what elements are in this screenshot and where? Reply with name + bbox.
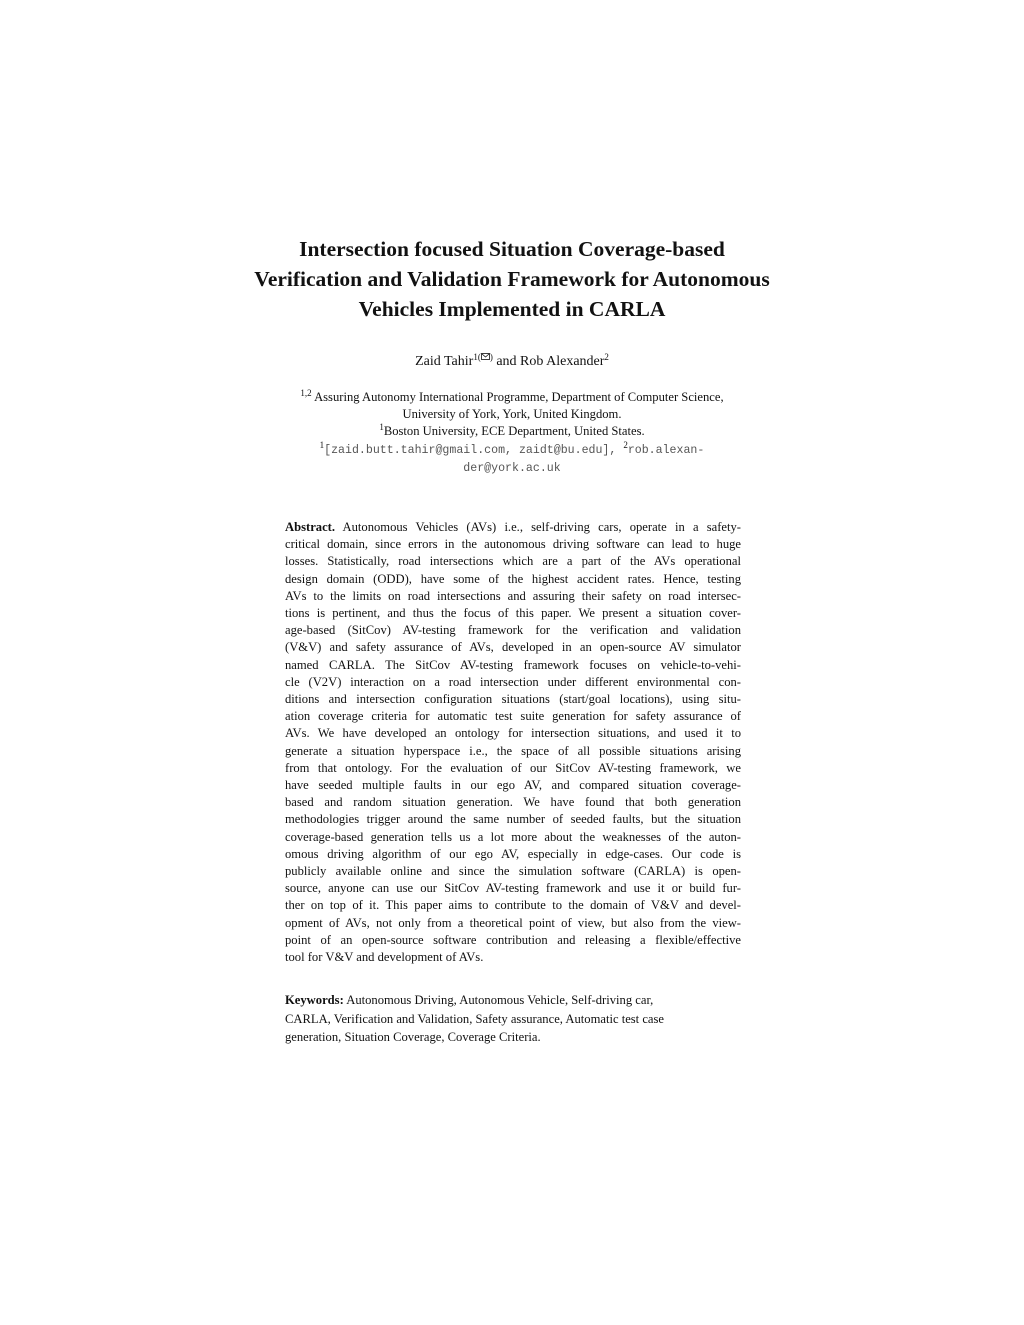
abstract-line: opment of AVs, not only from a theoretical point of view, but also from the view-	[285, 915, 741, 930]
affiliation-line-3: $^1$Boston University, ECE Department, United States.	[379, 422, 645, 439]
keywords-line: Keywords: Autonomous Driving, Autonomous Vehicle, Self-driving car,	[285, 993, 654, 1007]
keywords	[285, 991, 741, 1047]
abstract-line: generate a situation hyperspace i.e., the space of all possible situations arising	[285, 743, 741, 758]
abstract-line: ation coverage criteria for automatic test suite generation for safety assurance of	[285, 709, 741, 724]
abstract-line: Abstract. Autonomous Vehicles (AVs) i.e., self-driving cars, operate in a safety-	[285, 520, 741, 534]
abstract-line: AVs. We have developed an ontology for intersection situations, and used it to	[285, 726, 741, 741]
author-1-superscript: 1( )	[473, 352, 493, 362]
email-line-1: $^1$[zaid.butt.tahir@gmail.com, zaidt@bu.edu], $^2$rob.alexan-	[319, 439, 705, 457]
affiliations	[220, 389, 804, 477]
email-link-group[interactable]: [zaid.butt.tahir@gmail.com, zaidt@bu.edu],	[324, 443, 624, 457]
author-2-name: Rob Alexander	[520, 354, 605, 369]
abstract-line: design domain (ODD), have some of the highest accident rates. Hence, testing	[285, 571, 741, 586]
title-line-2: Verification and Validation Framework for Autonomous	[254, 267, 770, 291]
abstract-line: critical domain, since errors in the autonomous driving software can lead to huge	[285, 537, 741, 552]
author-list	[200, 352, 824, 372]
abstract-line: omous driving algorithm of our ego AV, especially in edge-cases. Our code is	[285, 846, 741, 861]
abstract-line: ditions and intersection configuration situations (start/goal locations), using situ-	[285, 692, 741, 707]
envelope-icon	[481, 353, 490, 360]
email-link-rob[interactable]: rob.alexan-	[627, 443, 705, 457]
abstract-line: losses. Statistically, road intersections which are a part of the AVs operational	[285, 554, 741, 569]
abstract	[285, 519, 741, 966]
author-connector: and	[492, 354, 521, 369]
keywords-line: generation, Situation Coverage, Coverage Criteria.	[285, 1030, 541, 1045]
abstract-line: age-based (SitCov) AV-testing framework for the verification and validation	[285, 623, 741, 638]
author-2-superscript: 2	[604, 352, 609, 362]
abstract-line: cle (V2V) interaction on a road intersection under different environmental con-	[285, 674, 741, 689]
abstract-line: named CARLA. The SitCov AV-testing framework focuses on vehicle-to-vehi-	[285, 657, 741, 672]
abstract-line: publicly available online and since the simulation software (CARLA) is open-	[285, 864, 741, 879]
email-line-2	[220, 459, 804, 477]
abstract-line: tions is pertinent, and thus the focus of this paper. We present a situation cover-	[285, 606, 741, 621]
affiliation-line-2: University of York, York, United Kingdom.	[402, 407, 622, 422]
abstract-line: from that ontology. For the evaluation of our SitCov AV-testing framework, we	[285, 760, 741, 775]
abstract-line: ther on top of it. This paper aims to contribute to the domain of V&V and devel-	[285, 898, 741, 913]
affiliation-line-1: $^{1,2}$ Assuring Autonomy International Programme, Department of Computer Science,	[300, 388, 724, 404]
paper-title	[200, 234, 824, 324]
title-line-1: Intersection focused Situation Coverage-based	[299, 237, 725, 261]
title-line-3: Vehicles Implemented in CARLA	[358, 297, 666, 321]
abstract-line: source, anyone can use our SitCov AV-testing framework and use it or build fur-	[285, 881, 741, 896]
abstract-label: Abstract.	[285, 520, 336, 534]
abstract-line: methodologies trigger around the same number of seeded faults, but the situation	[285, 812, 741, 827]
abstract-line: based and random situation generation. We have found that both generation	[285, 795, 741, 810]
abstract-line: AVs to the limits on road intersections and assuring their safety on road intersec-	[285, 588, 741, 603]
email-link-rob-cont[interactable]: der@york.ac.uk	[463, 461, 561, 475]
keywords-label: Keywords:	[285, 993, 344, 1007]
abstract-line: have seeded multiple faults in our ego AV, and compared situation coverage-	[285, 778, 741, 793]
author-1-name: Zaid Tahir	[415, 354, 474, 369]
abstract-line: coverage-based generation tells us a lot more about the weaknesses of the auton-	[285, 829, 741, 844]
abstract-line: tool for V&V and development of AVs.	[285, 950, 484, 965]
abstract-line: point of an open-source software contribution and releasing a flexible/effective	[285, 932, 741, 947]
keywords-line: CARLA, Verification and Validation, Safety assurance, Automatic test case	[285, 1011, 664, 1026]
abstract-line: (V&V) and safety assurance of AVs, developed in an open-source AV simulator	[285, 640, 741, 655]
